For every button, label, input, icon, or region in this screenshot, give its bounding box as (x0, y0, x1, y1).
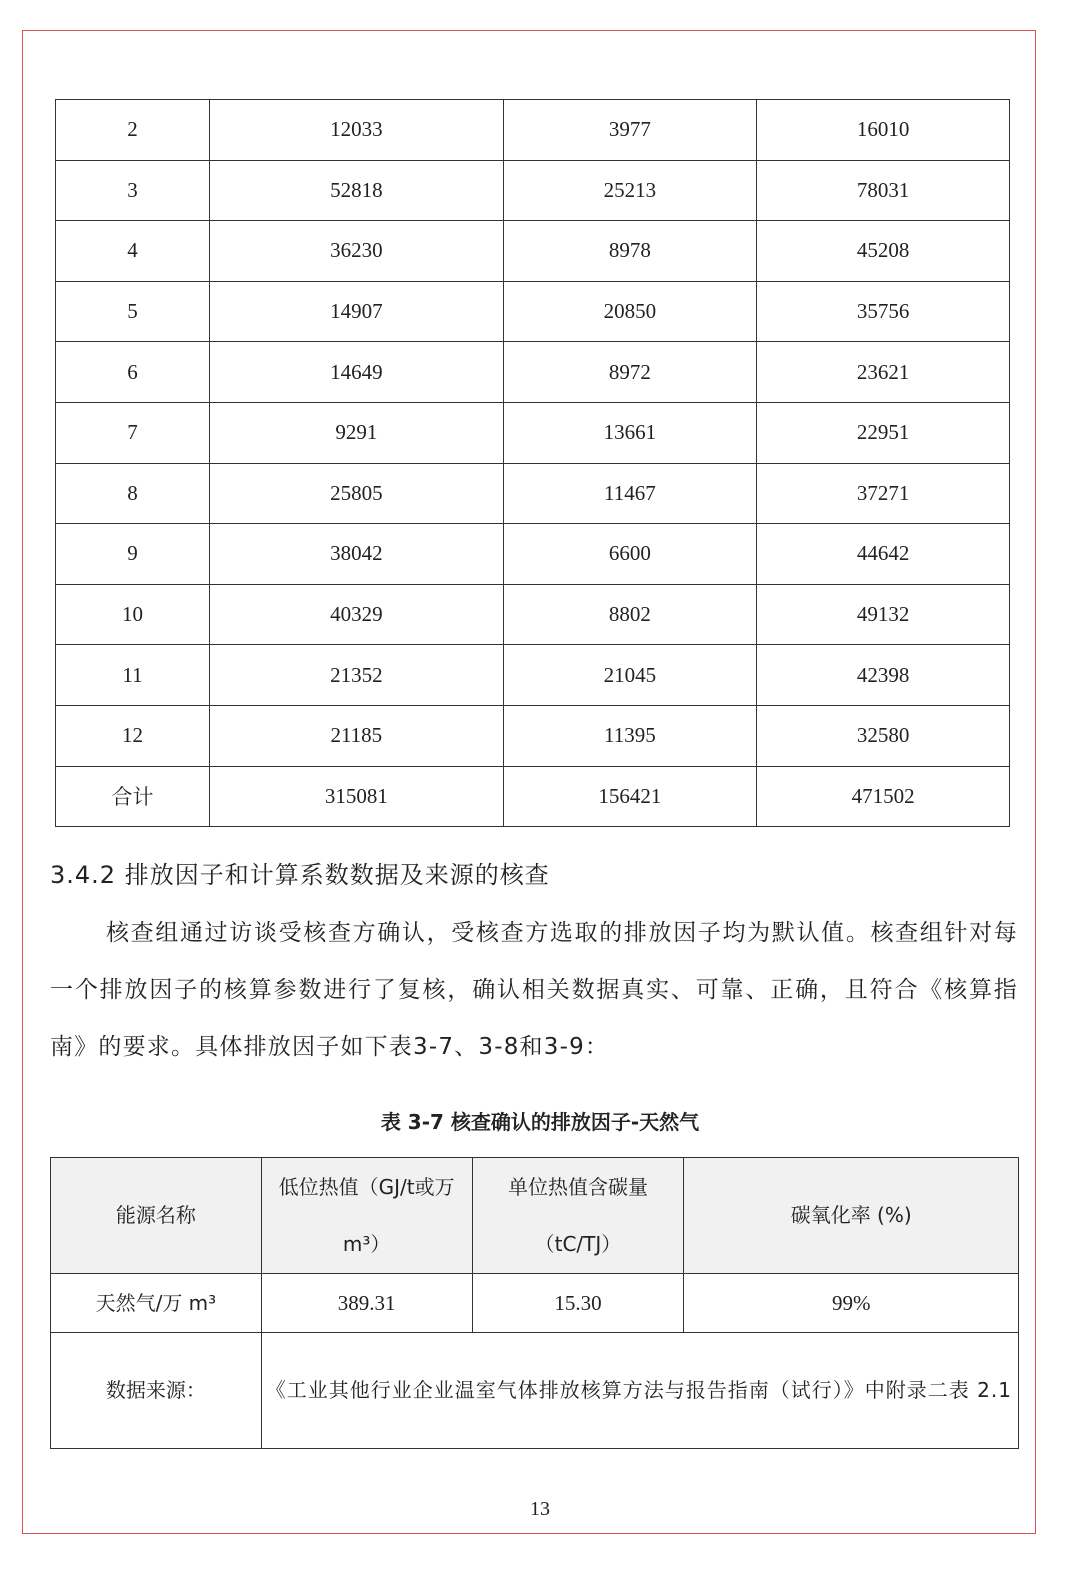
table-cell: 3 (56, 160, 210, 221)
table-caption: 表 3-7 核查确认的排放因子-天然气 (380, 1110, 700, 1134)
table-cell: 13661 (503, 402, 757, 463)
table-cell: 12 (56, 705, 210, 766)
source-text: 《工业其他行业企业温室气体排放核算方法与报告指南（试行）》中附录二表 2.1 (261, 1333, 1018, 1449)
table-cell: 21352 (210, 645, 503, 706)
table-cell: 156421 (503, 766, 757, 827)
table-cell: 35756 (757, 281, 1010, 342)
table-row (56, 221, 1010, 282)
table-cell: 10 (56, 584, 210, 645)
header-oxidation-rate: 碳氧化率 (%) (684, 1158, 1019, 1274)
table-row (56, 463, 1010, 524)
table-cell: 14907 (210, 281, 503, 342)
table-cell: 12033 (210, 100, 503, 161)
table-cell: 16010 (757, 100, 1010, 161)
table-row (56, 402, 1010, 463)
table-cell: 14649 (210, 342, 503, 403)
emission-factor-table (50, 1157, 1019, 1449)
table-cell: 6600 (503, 524, 757, 585)
table-row (56, 645, 1010, 706)
table-cell: 45208 (757, 221, 1010, 282)
cell-ncv: 389.31 (261, 1274, 472, 1333)
header-carbon-content: 单位热值含碳量（tC/TJ） (472, 1158, 684, 1274)
table-row (56, 100, 1010, 161)
table-row (56, 281, 1010, 342)
table-row (56, 160, 1010, 221)
table-row (56, 766, 1010, 827)
table-cell: 2 (56, 100, 210, 161)
section-heading: 3.4.2 排放因子和计算系数数据及来源的核查 (50, 861, 550, 889)
table-cell: 7 (56, 402, 210, 463)
table-cell: 8978 (503, 221, 757, 282)
table-row (56, 524, 1010, 585)
table-cell: 3977 (503, 100, 757, 161)
table-cell: 471502 (757, 766, 1010, 827)
table-cell: 11 (56, 645, 210, 706)
table-cell: 40329 (210, 584, 503, 645)
monthly-emissions-table (55, 99, 1010, 827)
table-cell: 52818 (210, 160, 503, 221)
table-cell: 315081 (210, 766, 503, 827)
cell-carbon-content: 15.30 (472, 1274, 684, 1333)
table-row (51, 1274, 1019, 1333)
table-cell: 42398 (757, 645, 1010, 706)
page-number: 13 (530, 1498, 550, 1520)
table-row (56, 342, 1010, 403)
table-header-row (51, 1158, 1019, 1274)
table-cell: 23621 (757, 342, 1010, 403)
table-cell: 78031 (757, 160, 1010, 221)
table-cell: 25805 (210, 463, 503, 524)
table-cell: 8802 (503, 584, 757, 645)
table-cell: 11467 (503, 463, 757, 524)
table-cell: 32580 (757, 705, 1010, 766)
table-row (56, 705, 1010, 766)
table-cell: 49132 (757, 584, 1010, 645)
table-cell: 11395 (503, 705, 757, 766)
table-cell: 4 (56, 221, 210, 282)
header-energy-name: 能源名称 (51, 1158, 262, 1274)
table-cell: 5 (56, 281, 210, 342)
table-cell: 20850 (503, 281, 757, 342)
table-cell: 21045 (503, 645, 757, 706)
table-cell: 25213 (503, 160, 757, 221)
table-cell: 合计 (56, 766, 210, 827)
table-cell: 8 (56, 463, 210, 524)
cell-oxidation-rate: 99% (684, 1274, 1019, 1333)
table-cell: 9 (56, 524, 210, 585)
table-cell: 44642 (757, 524, 1010, 585)
section-paragraph: 核查组通过访谈受核查方确认，受核查方选取的排放因子均为默认值。核查组针对每一个排放因子的核算参数进行了复核，确认相关数据真实、可靠、正确，且符合《核算指南》的要求。具体排放因子如下表3-7、3-8和3-9： (50, 920, 1018, 1060)
table-cell: 22951 (757, 402, 1010, 463)
header-ncv: 低位热值（GJ/t或万m³） (261, 1158, 472, 1274)
table-cell: 9291 (210, 402, 503, 463)
table-cell: 21185 (210, 705, 503, 766)
source-label: 数据来源： (51, 1333, 262, 1449)
table-cell: 6 (56, 342, 210, 403)
table-row (56, 584, 1010, 645)
source-row (51, 1333, 1019, 1449)
cell-energy-name: 天然气/万 m³ (51, 1274, 262, 1333)
table-cell: 37271 (757, 463, 1010, 524)
table-cell: 38042 (210, 524, 503, 585)
table-cell: 8972 (503, 342, 757, 403)
table-cell: 36230 (210, 221, 503, 282)
